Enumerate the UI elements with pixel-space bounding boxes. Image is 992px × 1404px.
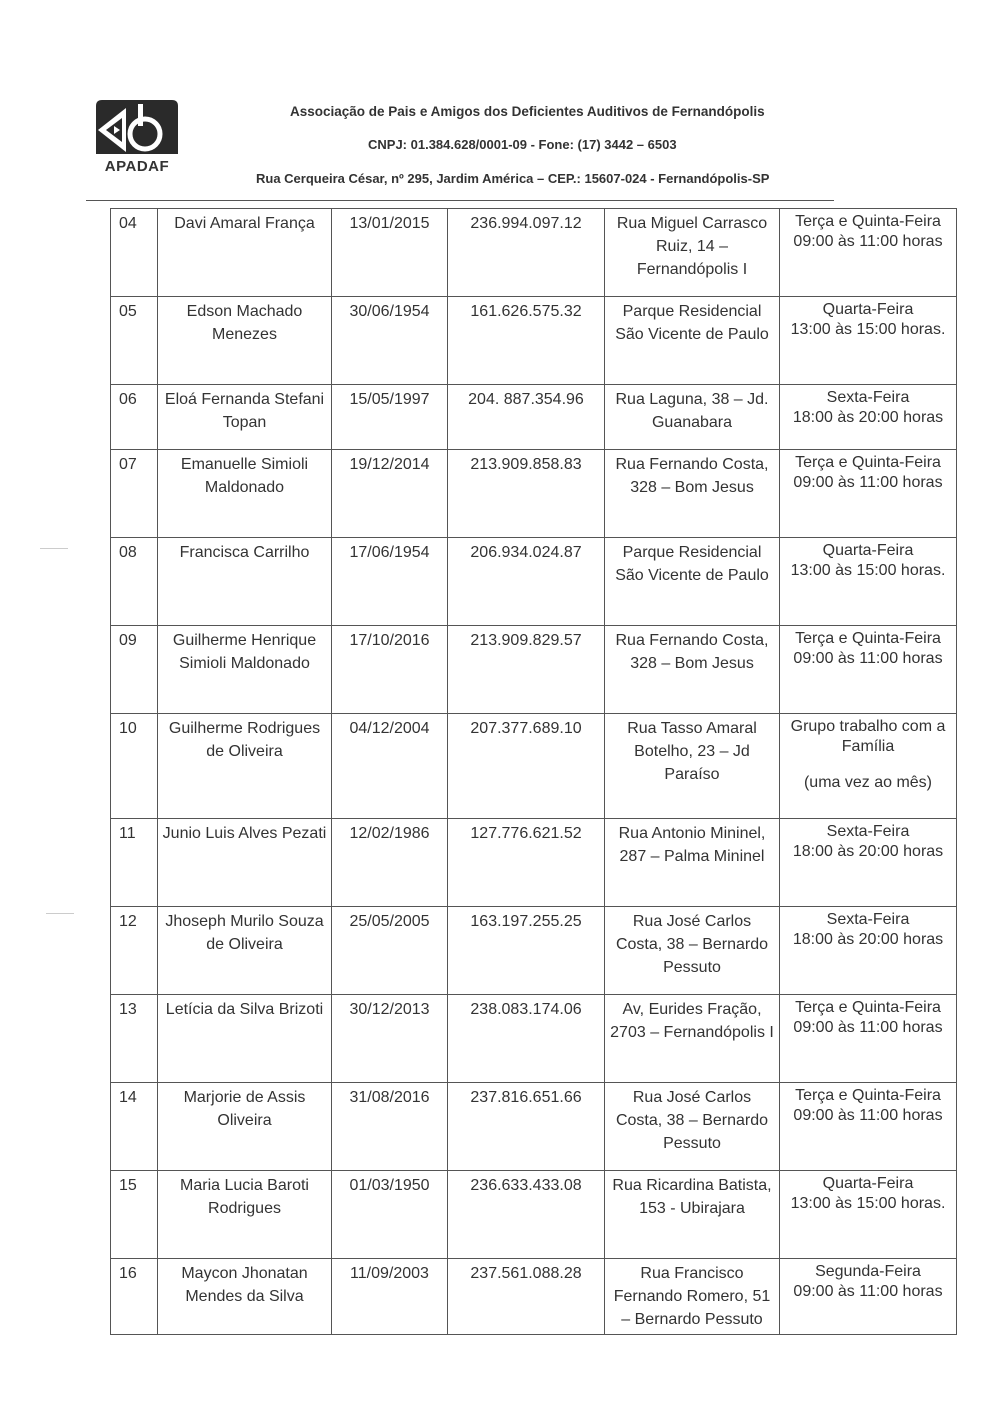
schedule-line: Quarta-Feira	[822, 1175, 914, 1192]
table-row	[111, 385, 957, 450]
schedule-line: 18:00 às 20:00 horas	[792, 931, 944, 948]
schedule-line: (uma vez ao mês)	[803, 774, 933, 791]
schedule-line: Sexta-Feira	[826, 911, 910, 928]
row-number: 11	[111, 819, 158, 907]
schedule-line: 09:00 às 11:00 horas	[793, 474, 943, 491]
table-row	[111, 1171, 957, 1259]
schedule-line: Grupo trabalho com a Família	[790, 718, 946, 755]
table-row	[111, 297, 957, 385]
patient-address: Parque Residencial São Vicente de Paulo	[605, 297, 780, 385]
schedule-line: 13:00 às 15:00 horas.	[790, 562, 946, 579]
row-number: 12	[111, 907, 158, 995]
schedule	[780, 385, 957, 450]
patient-name: Guilherme Rodrigues de Oliveira	[158, 714, 332, 819]
row-number: 10	[111, 714, 158, 819]
schedule	[780, 907, 957, 995]
card-number: 237.561.088.28	[448, 1259, 605, 1335]
patient-address: Rua José Carlos Costa, 38 – Bernardo Pessuto	[605, 907, 780, 995]
card-number: 161.626.575.32	[448, 297, 605, 385]
row-number: 13	[111, 995, 158, 1083]
scan-mark	[46, 913, 74, 914]
patient-name: Letícia da Silva Brizoti	[158, 995, 332, 1083]
schedule-line: 13:00 às 15:00 horas.	[790, 321, 946, 338]
card-number: 237.816.651.66	[448, 1083, 605, 1171]
patient-name: Maria Lucia Baroti Rodrigues	[158, 1171, 332, 1259]
patients-table	[110, 208, 957, 1335]
patient-address: Rua José Carlos Costa, 38 – Bernardo Pessuto	[605, 1083, 780, 1171]
logo-text: APADAF	[104, 158, 170, 175]
schedule-line: Terça e Quinta-Feira	[795, 213, 941, 230]
patient-address: Rua Fernando Costa, 328 – Bom Jesus	[605, 450, 780, 538]
birth-date: 01/03/1950	[332, 1171, 448, 1259]
schedule	[780, 450, 957, 538]
row-number: 08	[111, 538, 158, 626]
schedule-line: Segunda-Feira	[815, 1263, 921, 1280]
header-divider	[86, 200, 834, 201]
patient-name: Emanuelle Simioli Maldonado	[158, 450, 332, 538]
schedule	[780, 297, 957, 385]
birth-date: 13/01/2015	[332, 209, 448, 297]
birth-date: 19/12/2014	[332, 450, 448, 538]
birth-date: 11/09/2003	[332, 1259, 448, 1335]
card-number: 207.377.689.10	[448, 714, 605, 819]
schedule	[780, 626, 957, 714]
birth-date: 31/08/2016	[332, 1083, 448, 1171]
letterhead	[0, 0, 992, 210]
patient-address: Rua Miguel Carrasco Ruiz, 14 – Fernandópolis I	[605, 209, 780, 297]
card-number: 238.083.174.06	[448, 995, 605, 1083]
row-number: 09	[111, 626, 158, 714]
row-number: 15	[111, 1171, 158, 1259]
table-row	[111, 209, 957, 297]
org-name: Associação de Pais e Amigos dos Deficientes Auditivos de Fernandópolis	[290, 104, 765, 119]
table-row	[111, 995, 957, 1083]
schedule	[780, 1259, 957, 1335]
row-number: 04	[111, 209, 158, 297]
card-number: 204. 887.354.96	[448, 385, 605, 450]
schedule-line: 18:00 às 20:00 horas	[792, 409, 944, 426]
schedule-line: Quarta-Feira	[822, 301, 914, 318]
birth-date: 15/05/1997	[332, 385, 448, 450]
org-address: Rua Cerqueira César, nº 295, Jardim América – CEP.: 15607-024 - Fernandópolis-SP	[256, 171, 770, 186]
table-row	[111, 907, 957, 995]
patient-address: Rua Ricardina Batista, 153 - Ubirajara	[605, 1171, 780, 1259]
patient-name: Davi Amaral França	[158, 209, 332, 297]
patient-name: Maycon Jhonatan Mendes da Silva	[158, 1259, 332, 1335]
birth-date: 30/06/1954	[332, 297, 448, 385]
card-number: 213.909.829.57	[448, 626, 605, 714]
card-number: 127.776.621.52	[448, 819, 605, 907]
schedule	[780, 1083, 957, 1171]
schedule-line: 09:00 às 11:00 horas	[793, 650, 943, 667]
schedule-line: Sexta-Feira	[826, 823, 910, 840]
schedule	[780, 819, 957, 907]
patient-address: Av, Eurides Fração, 2703 – Fernandópolis I	[605, 995, 780, 1083]
patient-address: Rua Antonio Mininel, 287 – Palma Mininel	[605, 819, 780, 907]
patient-name: Marjorie de Assis Oliveira	[158, 1083, 332, 1171]
table-row	[111, 1259, 957, 1335]
schedule	[780, 538, 957, 626]
schedule	[780, 714, 957, 819]
birth-date: 30/12/2013	[332, 995, 448, 1083]
schedule-line: 09:00 às 11:00 horas	[793, 1107, 943, 1124]
schedule-line: Quarta-Feira	[822, 542, 914, 559]
patient-address: Rua Tasso Amaral Botelho, 23 – Jd Paraíso	[605, 714, 780, 819]
birth-date: 17/06/1954	[332, 538, 448, 626]
row-number: 07	[111, 450, 158, 538]
row-number: 06	[111, 385, 158, 450]
table-row	[111, 538, 957, 626]
schedule	[780, 1171, 957, 1259]
birth-date: 12/02/1986	[332, 819, 448, 907]
schedule	[780, 209, 957, 297]
patient-name: Eloá Fernanda Stefani Topan	[158, 385, 332, 450]
birth-date: 17/10/2016	[332, 626, 448, 714]
cnpj-phone: CNPJ: 01.384.628/0001-09 - Fone: (17) 3442 – 6503	[368, 137, 677, 152]
birth-date: 25/05/2005	[332, 907, 448, 995]
patient-name: Junio Luis Alves Pezati	[158, 819, 332, 907]
card-number: 163.197.255.25	[448, 907, 605, 995]
row-number: 16	[111, 1259, 158, 1335]
patient-name: Jhoseph Murilo Souza de Oliveira	[158, 907, 332, 995]
patient-name: Guilherme Henrique Simioli Maldonado	[158, 626, 332, 714]
patient-name: Edson Machado Menezes	[158, 297, 332, 385]
table-row	[111, 626, 957, 714]
schedule-line: Terça e Quinta-Feira	[795, 999, 941, 1016]
row-number: 14	[111, 1083, 158, 1171]
schedule-line: Sexta-Feira	[826, 389, 910, 406]
table-row	[111, 450, 957, 538]
table-row	[111, 714, 957, 819]
schedule-line: 09:00 às 11:00 horas	[793, 233, 943, 250]
schedule-line: Terça e Quinta-Feira	[795, 1087, 941, 1104]
card-number: 206.934.024.87	[448, 538, 605, 626]
card-number: 236.633.433.08	[448, 1171, 605, 1259]
birth-date: 04/12/2004	[332, 714, 448, 819]
schedule-line: Terça e Quinta-Feira	[795, 630, 941, 647]
patient-address: Rua Laguna, 38 – Jd. Guanabara	[605, 385, 780, 450]
patient-address: Rua Francisco Fernando Romero, 51 – Bernardo Pessuto	[605, 1259, 780, 1335]
schedule-line: 18:00 às 20:00 horas	[792, 843, 944, 860]
schedule	[780, 995, 957, 1083]
schedule-line: 13:00 às 15:00 horas.	[790, 1195, 946, 1212]
patient-name: Francisca Carrilho	[158, 538, 332, 626]
table-row	[111, 819, 957, 907]
card-number: 213.909.858.83	[448, 450, 605, 538]
patient-address: Rua Fernando Costa, 328 – Bom Jesus	[605, 626, 780, 714]
schedule-line: 09:00 às 11:00 horas	[793, 1019, 943, 1036]
schedule-line: Terça e Quinta-Feira	[795, 454, 941, 471]
card-number: 236.994.097.12	[448, 209, 605, 297]
scan-mark	[40, 548, 68, 549]
table-row	[111, 1083, 957, 1171]
row-number: 05	[111, 297, 158, 385]
schedule-line: 09:00 às 11:00 horas	[793, 1283, 943, 1300]
patient-address: Parque Residencial São Vicente de Paulo	[605, 538, 780, 626]
